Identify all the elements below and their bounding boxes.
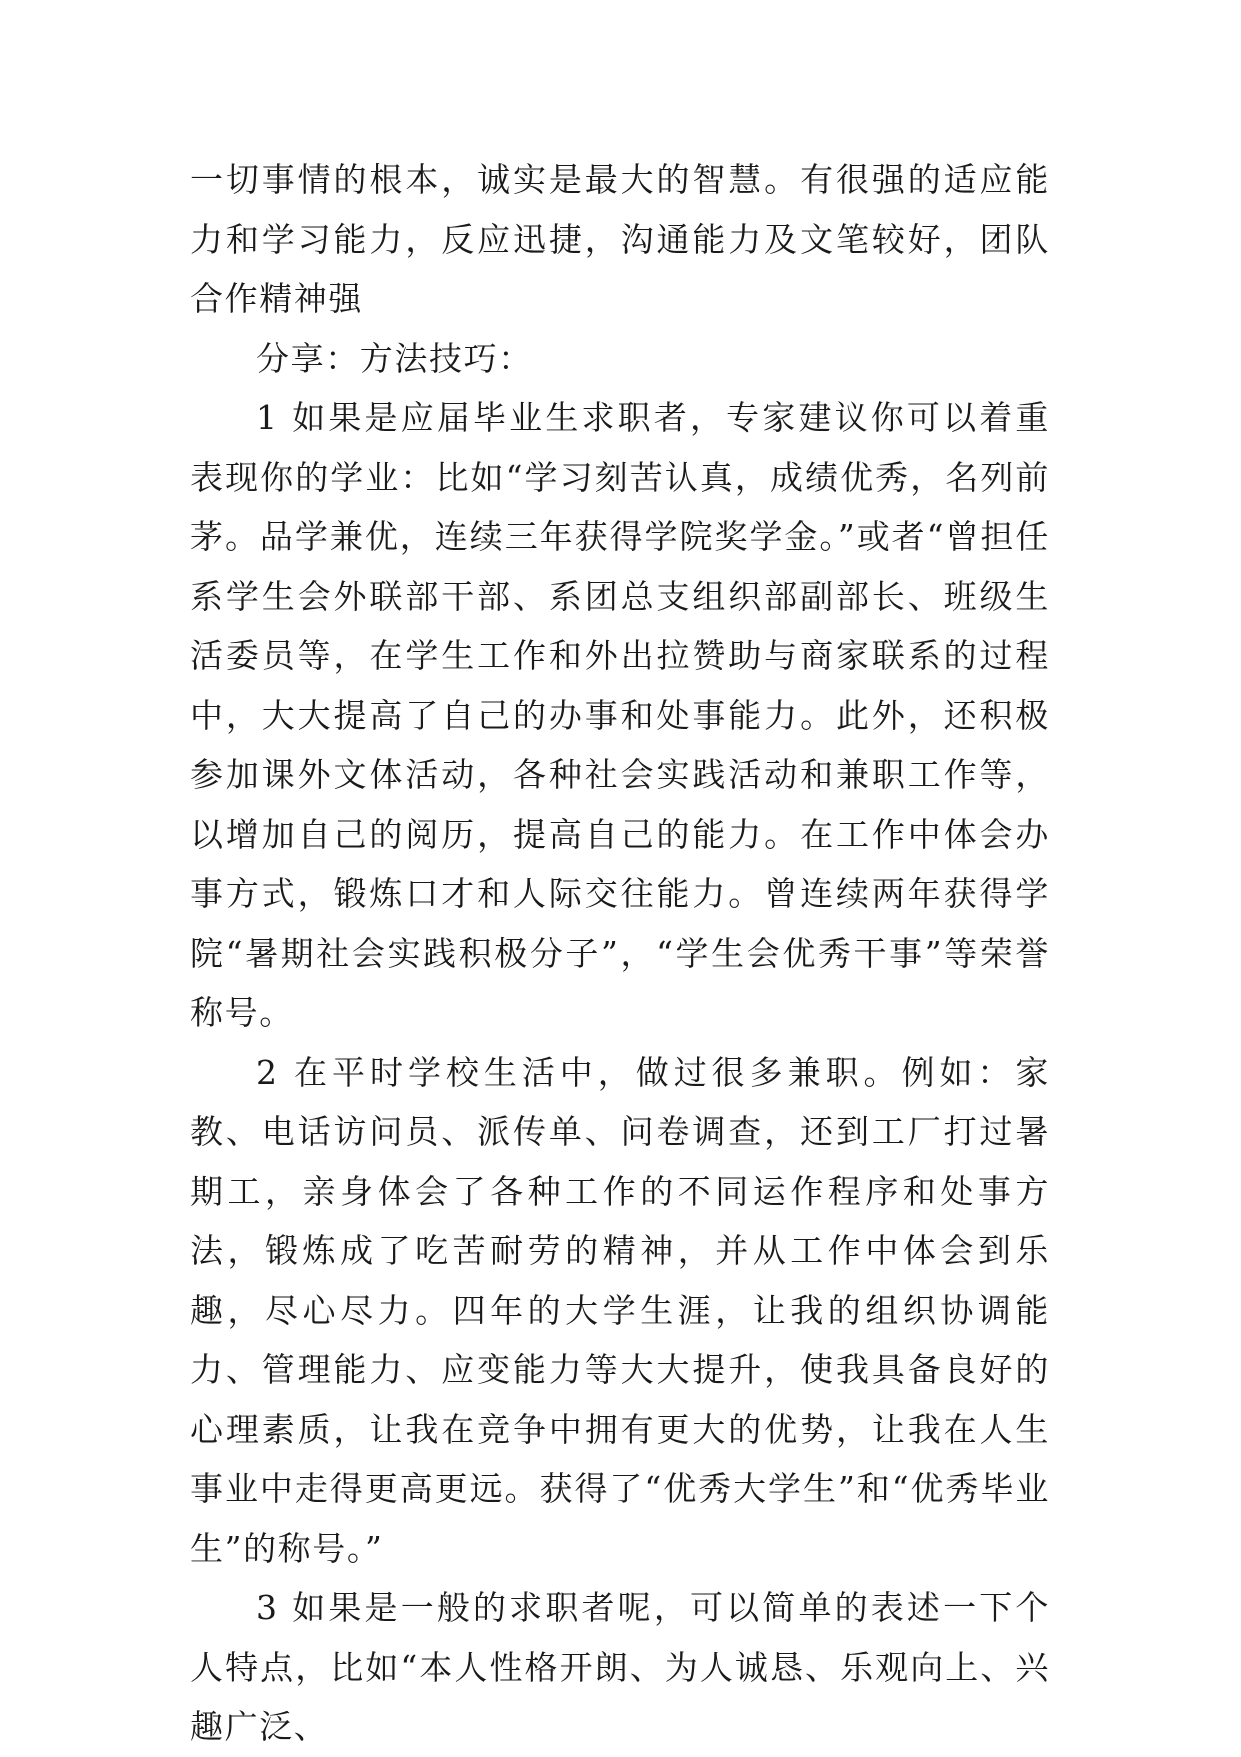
paragraph-tip-2: 2 在平时学校生活中，做过很多兼职。例如：家教、电话访问员、派传单、问卷调查，还到工厂打过暑期工，亲身体会了各种工作的不同运作程序和处事方法，锻炼成了吃苦耐劳的精神，并从工作中体会到乐趣，尽心尽力。四年的大学生涯，让我的组织协调能力、管理能力、应变能力等大大提升，使我具备良好的心理素质，让我在竞争中拥有更大的优势，让我在人生事业中走得更高更远。获得了“优秀大学生”和“优秀毕业生”的称号。”	[190, 1052, 1050, 1568]
paragraph-share-heading: 分享：方法技巧：	[256, 338, 533, 378]
paragraph-tip-1: 1 如果是应届毕业生求职者，专家建议你可以着重表现你的学业：比如“学习刻苦认真，成绩优秀，名列前茅。品学兼优，连续三年获得学院奖学金。”或者“曾担任系学生会外联部干部、系团总支组织部副部长、班级生活委员等，在学生工作和外出拉赞助与商家联系的过程中，大大提高了自己的办事和处事能力。此外，还积极参加课外文体活动，各种社会实践活动和兼职工作等，以增加自己的阅历，提高自己的能力。在工作中体会办事方式，锻炼口才和人际交往能力。曾连续两年获得学院“暑期社会实践积极分子”，“学生会优秀干事”等荣誉称号。	[190, 398, 1050, 1032]
document-body	[190, 150, 1050, 1757]
paragraph-continuation: 一切事情的根本，诚实是最大的智慧。有很强的适应能力和学习能力，反应迅捷，沟通能力及文笔较好，团队合作精神强	[190, 160, 1050, 318]
paragraph-tip-3: 3 如果是一般的求职者呢，可以简单的表述一下个人特点，比如“本人性格开朗、为人诚恳、乐观向上、兴趣广泛、	[190, 1588, 1050, 1746]
